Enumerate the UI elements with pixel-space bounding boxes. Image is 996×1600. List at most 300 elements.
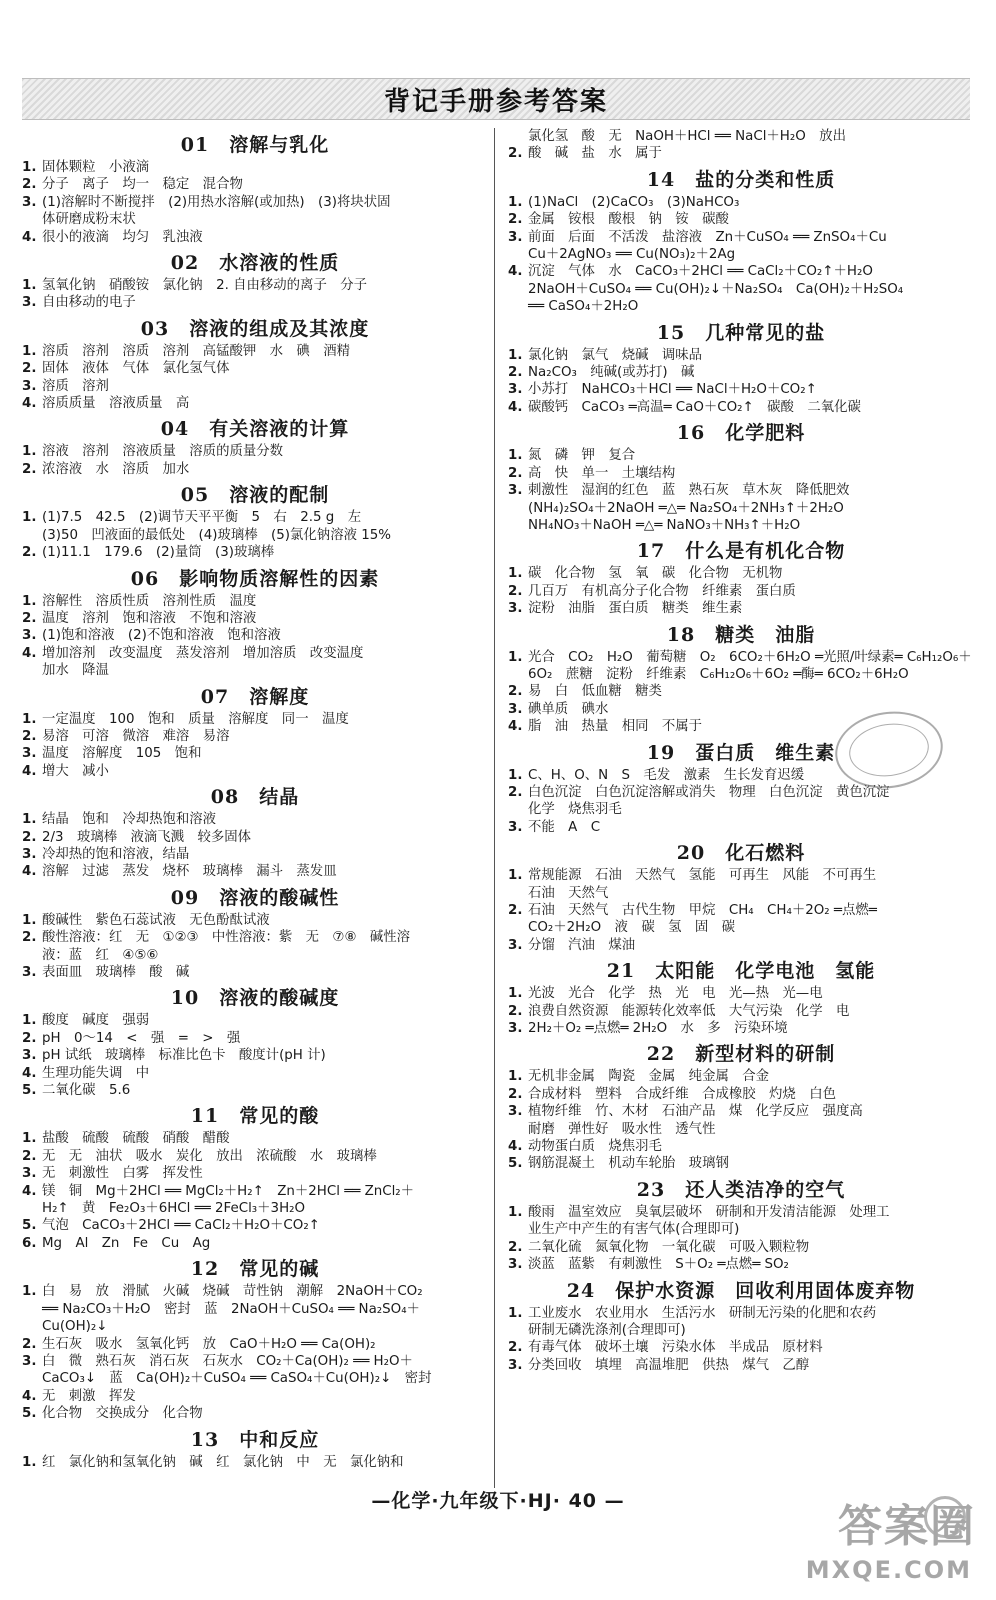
answer-number: 2. xyxy=(508,903,523,918)
answer-line xyxy=(22,964,488,981)
answer-section xyxy=(22,1429,488,1471)
answer-text: 二氧化碳 5.6 xyxy=(42,1083,131,1099)
answer-number: 1. xyxy=(22,711,37,727)
answer-text: (1)饱和溶液 (2)不饱和溶液 饱和溶液 xyxy=(42,628,281,644)
answer-text: 工业废水 农业用水 生活污水 研制无污染的化肥和农药 xyxy=(528,1305,877,1321)
answer-continuation: 体研磨成粉末状 xyxy=(42,212,136,228)
answer-text: 钢筋混凝土 机动车轮胎 玻璃钢 xyxy=(528,1156,729,1172)
answer-line xyxy=(22,912,488,929)
answer-text: 二氧化硫 氮氧化物 一氧化碳 可吸入颗粒物 xyxy=(528,1239,810,1255)
answer-text: 温度 溶剂 饱和溶液 不饱和溶液 xyxy=(42,610,257,626)
answer-text: 2/3 玻璃棒 液滴飞溅 较多固体 xyxy=(42,829,252,845)
answer-number: 4. xyxy=(22,1388,37,1404)
answer-continuation: ══ CaSO₄＋2H₂O xyxy=(528,299,639,315)
column-divider xyxy=(494,128,495,1488)
answer-line xyxy=(508,1068,974,1085)
answer-text: 无机非金属 陶瓷 金属 纯金属 合金 xyxy=(528,1069,770,1085)
answer-text: (1)7.5 42.5 (2)调节天平平衡 5 右 2.5 g 左 xyxy=(42,510,362,526)
answer-number: 1. xyxy=(508,1305,523,1321)
answer-number: 2. xyxy=(22,1148,37,1164)
answer-text: 酸雨 温室效应 臭氧层破坏 研制和开发清洁能源 处理工 xyxy=(528,1204,890,1220)
answer-line xyxy=(22,509,488,526)
answer-number: 2. xyxy=(508,212,523,228)
answer-section xyxy=(508,1043,974,1172)
answer-number: 3. xyxy=(22,378,37,394)
answer-number: 3. xyxy=(508,937,523,953)
answer-number: 1. xyxy=(22,278,37,294)
answer-line xyxy=(508,364,974,381)
answer-number: 1. xyxy=(508,986,523,1002)
section-title: 06 影响物质溶解性的因素 xyxy=(130,567,380,590)
answer-text: 固体颗粒 小液滴 xyxy=(42,160,150,175)
answer-number: 2. xyxy=(508,684,523,700)
answer-number: 1. xyxy=(508,649,523,665)
answer-text: 无 刺激性 白雾 挥发性 xyxy=(42,1166,203,1182)
answer-line xyxy=(508,1155,974,1172)
answer-number: 4. xyxy=(508,399,523,415)
answer-number: 3. xyxy=(508,819,523,835)
answer-text: 脂 油 热量 相同 不属于 xyxy=(528,719,703,735)
answer-section xyxy=(22,786,488,881)
answer-line xyxy=(508,867,974,884)
watermark-top-text: 答案圈 xyxy=(838,1501,976,1552)
answer-line xyxy=(22,1065,488,1082)
answer-line xyxy=(22,544,488,561)
answer-text: 2H₂＋O₂ ═点燃═ 2H₂O 水 多 污染环境 xyxy=(528,1021,788,1037)
answer-number: 3. xyxy=(22,295,37,311)
answer-text: 淡蓝 蓝紫 有刺激性 S＋O₂ ═点燃═ SO₂ xyxy=(528,1257,789,1273)
answer-text: 分类回收 填埋 高温堆肥 供热 煤气 乙醇 xyxy=(528,1357,810,1373)
answer-section xyxy=(508,1280,974,1375)
section-title: 11 常见的酸 xyxy=(190,1105,320,1128)
answer-number: 6. xyxy=(22,1235,37,1251)
answer-section xyxy=(22,686,488,781)
answer-line xyxy=(22,1454,488,1471)
answer-number: 3. xyxy=(508,229,523,245)
answer-text: 溶质 溶剂 xyxy=(42,378,109,394)
answer-text: 冷却热的饱和溶液，结晶 xyxy=(42,846,190,862)
answer-line xyxy=(508,1339,974,1356)
answer-continuation: 氯化氢 酸 无 NaOH＋HCl ══ NaCl＋H₂O 放出 xyxy=(528,129,846,144)
answer-number: 2. xyxy=(22,361,37,377)
answer-line xyxy=(22,378,488,395)
answer-line xyxy=(22,461,488,478)
answer-number: 3. xyxy=(22,1353,37,1369)
answer-continuation: 石油 天然气 xyxy=(528,885,609,901)
answer-text: 沉淀 气体 水 CaCO₃＋2HCl ══ CaCl₂＋CO₂↑＋H₂O xyxy=(528,264,873,280)
answer-text: 溶解性 溶质性质 溶剂性质 温度 xyxy=(42,593,257,609)
section-title: 17 什么是有机化合物 xyxy=(636,540,846,563)
answer-line xyxy=(22,846,488,863)
answer-line xyxy=(508,937,974,954)
answer-line xyxy=(508,263,974,280)
answer-text: 氯化钠 氯气 烧碱 调味品 xyxy=(528,347,703,363)
answer-number: 1. xyxy=(508,194,523,210)
answer-number: 2. xyxy=(508,1003,523,1019)
answer-number: 3. xyxy=(22,194,37,210)
answer-number: 2. xyxy=(508,365,523,381)
answer-text: 石油 天然气 古代生物 甲烷 CH₄ CH₄＋2O₂ ═点燃═ xyxy=(528,903,877,918)
answer-continuation: Cu(OH)₂↓ xyxy=(42,1319,108,1335)
answer-text: 高 快 单一 土壤结构 xyxy=(528,465,676,481)
answer-continuation: 液：蓝 红 ④⑤⑥ xyxy=(42,947,159,963)
answer-line xyxy=(508,1003,974,1020)
answer-line xyxy=(508,1020,974,1037)
answer-text: 溶质 溶剂 溶质 溶剂 高锰酸钾 水 碘 酒精 xyxy=(42,343,350,359)
answer-number: 4. xyxy=(22,864,37,880)
answer-number: 3. xyxy=(22,846,37,862)
answer-section xyxy=(22,134,488,246)
answer-line xyxy=(22,1047,488,1064)
answer-number: 2. xyxy=(508,465,523,481)
answer-number: 4. xyxy=(22,229,37,245)
answer-line xyxy=(22,728,488,745)
section-title: 22 新型材料的研制 xyxy=(646,1043,836,1066)
answer-number: 3. xyxy=(508,601,523,617)
answer-text: 表面皿 玻璃棒 酸 碱 xyxy=(42,965,190,980)
answer-text: 常规能源 石油 天然气 氢能 可再生 风能 不可再生 xyxy=(528,868,877,884)
answer-number: 1. xyxy=(508,1204,523,1220)
answer-text: 化合物 交换成分 化合物 xyxy=(42,1406,203,1422)
answer-text: pH 试纸 玻璃棒 标准比色卡 酸度计(pH 计) xyxy=(42,1048,326,1064)
answer-continuation: 耐磨 弹性好 吸水性 透气性 xyxy=(528,1121,716,1137)
answer-line xyxy=(508,683,974,700)
answer-number: 1. xyxy=(22,160,37,175)
answer-text: 酸度 碱度 强弱 xyxy=(42,1013,150,1029)
answer-line xyxy=(508,1138,974,1155)
answer-text: 碳酸钙 CaCO₃ ═高温═ CaO＋CO₂↑ 碳酸 二氧化碳 xyxy=(528,399,861,415)
answer-line xyxy=(22,1030,488,1047)
answer-line xyxy=(22,1283,488,1300)
answer-number: 1. xyxy=(22,1131,37,1147)
answer-section xyxy=(22,987,488,1099)
answer-continuation: 研制无磷洗涤剂(合理即可) xyxy=(528,1322,686,1338)
answer-line xyxy=(22,159,488,176)
section-title: 03 溶液的组成及其浓度 xyxy=(140,317,370,340)
answer-line xyxy=(22,1130,488,1147)
answer-line xyxy=(508,145,974,162)
answer-continuation: H₂↑ 黄 Fe₂O₃＋6HCl ══ 2FeCl₃＋3H₂O xyxy=(42,1201,306,1217)
answer-line xyxy=(508,211,974,228)
answer-number: 2. xyxy=(22,930,37,946)
answer-number: 2. xyxy=(22,728,37,744)
answer-line xyxy=(22,1148,488,1165)
answer-line xyxy=(508,229,974,246)
answer-number: 1. xyxy=(508,347,523,363)
answer-text: 很小的液滴 均匀 乳浊液 xyxy=(42,229,203,245)
answer-text: pH 0～14 < 强 = > 强 xyxy=(42,1030,241,1046)
answer-line xyxy=(22,1336,488,1353)
answer-line xyxy=(508,1305,974,1322)
answer-number: 2. xyxy=(508,1086,523,1102)
answer-line xyxy=(22,645,488,662)
answer-number: 4. xyxy=(22,645,37,661)
section-title: 16 化学肥料 xyxy=(676,422,806,445)
answer-line xyxy=(22,811,488,828)
answer-continuation: 2NaOH＋CuSO₄ ══ Cu(OH)₂↓＋Na₂SO₄ Ca(OH)₂＋H₂SO₄ xyxy=(528,281,904,297)
answer-line xyxy=(22,627,488,644)
answer-text: 几百万 有机高分子化合物 纤维素 蛋白质 xyxy=(528,583,796,599)
answer-section xyxy=(508,1179,974,1274)
answer-line xyxy=(22,1165,488,1182)
answer-number: 5. xyxy=(22,1218,37,1234)
answer-text: 植物纤维 竹、木材 石油产品 煤 化学反应 强度高 xyxy=(528,1104,863,1120)
answer-number: 3. xyxy=(508,701,523,717)
answer-text: 结晶 饱和 冷却热饱和溶液 xyxy=(42,812,217,828)
answer-line xyxy=(22,194,488,211)
answer-number: 4. xyxy=(22,396,37,412)
answer-number: 2. xyxy=(22,829,37,845)
answer-line xyxy=(508,399,974,416)
answer-line xyxy=(508,1103,974,1120)
answer-line xyxy=(22,360,488,377)
answer-number: 2. xyxy=(508,1340,523,1356)
header-banner xyxy=(22,78,970,120)
answer-line xyxy=(22,711,488,728)
section-title: 01 溶解与乳化 xyxy=(180,134,330,156)
answer-continuation: ══ Na₂CO₃＋H₂O 密封 蓝 2NaOH＋CuSO₄ ══ Na₂SO₄＋ xyxy=(42,1301,420,1317)
answer-line xyxy=(22,176,488,193)
answer-line xyxy=(22,1388,488,1405)
page-footer: —化学·九年级下·HJ· 40 — xyxy=(371,1490,625,1512)
answer-line xyxy=(22,395,488,412)
answer-text: 气泡 CaCO₃＋2HCl ══ CaCl₂＋H₂O＋CO₂↑ xyxy=(42,1218,320,1234)
answer-number: 1. xyxy=(22,510,37,526)
answer-line xyxy=(22,443,488,460)
answer-text: 无 刺激 挥发 xyxy=(42,1388,136,1404)
answer-text: 无 无 油状 吸水 炭化 放出 浓硫酸 水 玻璃棒 xyxy=(42,1148,377,1164)
continued-answers xyxy=(508,128,974,163)
answer-number: 5. xyxy=(508,1156,523,1172)
answer-number: 2. xyxy=(22,1336,37,1352)
answer-text: (1)11.1 179.6 (2)量筒 (3)玻璃棒 xyxy=(42,545,275,561)
answer-section xyxy=(508,169,974,316)
answer-text: 分馏 汽油 煤油 xyxy=(528,937,636,953)
answer-text: 酸 碱 盐 水 属于 xyxy=(528,146,662,162)
answer-text: 溶解 过滤 蒸发 烧杯 玻璃棒 漏斗 蒸发皿 xyxy=(42,864,337,880)
answer-text: 镁 铜 Mg＋2HCl ══ MgCl₂＋H₂↑ Zn＋2HCl ══ ZnCl₂＋ xyxy=(42,1183,415,1199)
answer-section xyxy=(22,252,488,312)
answer-text: 增加溶剂 改变温度 蒸发溶剂 增加溶质 改变温度 xyxy=(42,645,364,661)
answer-text: 氢氧化钠 硝酸铵 氯化钠 2. 自由移动的离子 分子 xyxy=(42,278,368,294)
answer-number: 1. xyxy=(508,448,523,464)
section-title: 07 溶解度 xyxy=(200,685,310,708)
section-title: 14 盐的分类和性质 xyxy=(646,168,836,191)
answer-line xyxy=(22,1217,488,1234)
answer-text: 白 微 熟石灰 消石灰 石灰水 CO₂＋Ca(OH)₂ ══ H₂O＋ xyxy=(42,1353,413,1369)
answer-continuation: 业生产中产生的有害气体(合理即可) xyxy=(528,1222,740,1238)
answer-number: 1. xyxy=(22,1013,37,1029)
answer-number: 1. xyxy=(22,343,37,359)
page-title: 背记手册参考答案 xyxy=(383,86,608,117)
answer-section xyxy=(22,568,488,680)
answer-number: 3. xyxy=(508,1357,523,1373)
answer-line xyxy=(22,1183,488,1200)
answer-text: 金属 铵根 酸根 钠 铵 碳酸 xyxy=(528,212,729,228)
answer-number: 2. xyxy=(508,146,523,162)
answer-line xyxy=(508,447,974,464)
answer-line xyxy=(22,610,488,627)
answer-number: 3. xyxy=(22,965,37,980)
answer-number: 3. xyxy=(22,746,37,762)
answer-number: 3. xyxy=(508,1021,523,1037)
answer-text: 淀粉 油脂 蛋白质 糖类 维生素 xyxy=(528,601,743,617)
answer-text: 分子 离子 均一 稳定 混合物 xyxy=(42,177,243,193)
answer-number: 1. xyxy=(22,444,37,460)
answer-line xyxy=(508,784,974,801)
answer-line xyxy=(508,649,974,666)
answer-text: 光合 CO₂ H₂O 葡萄糖 O₂ 6CO₂＋6H₂O ═光照/叶绿素═ C₆H₁₂O₆＋ xyxy=(528,649,972,665)
answer-number: 4. xyxy=(22,1065,37,1081)
answer-line xyxy=(22,1353,488,1370)
answer-text: 氮 磷 钾 复合 xyxy=(528,448,636,464)
answer-number: 3. xyxy=(508,483,523,499)
answer-number: 2. xyxy=(508,583,523,599)
answer-number: 1. xyxy=(22,1454,37,1470)
answer-section xyxy=(22,1258,488,1422)
answer-section xyxy=(508,422,974,534)
answer-number: 1. xyxy=(22,912,37,928)
answer-text: 溶液 溶剂 溶液质量 溶质的质量分数 xyxy=(42,444,284,460)
answer-line xyxy=(508,194,974,211)
section-title: 21 太阳能 化学电池 氢能 xyxy=(606,960,876,983)
answer-line xyxy=(22,1012,488,1029)
answer-line xyxy=(22,343,488,360)
answer-number: 4. xyxy=(22,763,37,779)
answer-section xyxy=(22,1105,488,1252)
answer-line xyxy=(508,565,974,582)
answer-continuation: CaCO₃↓ 蓝 Ca(OH)₂＋CuSO₄ ══ CaSO₄＋Cu(OH)₂↓ 密封 xyxy=(42,1371,432,1387)
answer-number: 1. xyxy=(508,767,523,783)
answer-number: 4. xyxy=(508,264,523,280)
answer-text: 碘单质 碘水 xyxy=(528,701,609,717)
answer-text: 固体 液体 气体 氯化氢气体 xyxy=(42,361,230,377)
answer-text: 酸性溶液：红 无 ①②③ 中性溶液：紫 无 ⑦⑧ 碱性溶 xyxy=(42,930,411,946)
answer-number: 3. xyxy=(508,382,523,398)
answer-text: 浪费自然资源 能源转化效率低 大气污染 化学 电 xyxy=(528,1003,850,1019)
answer-line xyxy=(508,347,974,364)
answer-line xyxy=(22,229,488,246)
answer-number: 2. xyxy=(22,177,37,193)
answer-text: 生理功能失调 中 xyxy=(42,1065,150,1081)
answer-line xyxy=(508,1357,974,1374)
answer-number: 3. xyxy=(22,628,37,644)
answer-text: 易溶 可溶 微溶 难溶 易溶 xyxy=(42,728,230,744)
answer-line xyxy=(508,1204,974,1221)
answer-continuation: Cu＋2AgNO₃ ══ Cu(NO₃)₂＋2Ag xyxy=(528,247,736,263)
answer-text: 一定温度 100 饱和 质量 溶解度 同一 温度 xyxy=(42,711,349,727)
answer-number: 1. xyxy=(508,566,523,582)
answer-number: 3. xyxy=(22,1166,37,1182)
answer-number: 2. xyxy=(22,461,37,477)
answer-line xyxy=(508,583,974,600)
answer-continuation: NH₄NO₃＋NaOH ═△═ NaNO₃＋NH₃↑＋H₂O xyxy=(528,517,801,533)
answer-line xyxy=(22,829,488,846)
answer-text: 不能 A C xyxy=(528,819,601,835)
answer-continuation: 加水 降温 xyxy=(42,663,109,679)
section-title: 02 水溶液的性质 xyxy=(170,252,340,275)
answer-number: 2. xyxy=(508,784,523,800)
answer-section xyxy=(22,887,488,982)
answer-line xyxy=(508,819,974,836)
left-column xyxy=(22,128,488,1471)
watermark-bottom-text: MXQE.COM xyxy=(805,1556,972,1584)
section-title: 20 化石燃料 xyxy=(676,842,806,865)
answer-line xyxy=(508,482,974,499)
section-title: 10 溶液的酸碱度 xyxy=(170,987,340,1010)
answer-text: 温度 溶解度 105 饱和 xyxy=(42,746,202,762)
answer-line xyxy=(22,1235,488,1252)
answer-line xyxy=(22,593,488,610)
answer-line xyxy=(22,863,488,880)
answer-line xyxy=(22,1405,488,1422)
answer-text: 溶质质量 溶液质量 高 xyxy=(42,396,190,412)
answer-number: 2. xyxy=(22,545,37,561)
answer-text: (1)NaCl (2)CaCO₃ (3)NaHCO₃ xyxy=(528,194,740,210)
answer-number: 3. xyxy=(508,1104,523,1120)
answer-line xyxy=(508,1086,974,1103)
answer-number: 3. xyxy=(508,1257,523,1273)
answer-text: 增大 减小 xyxy=(42,763,109,779)
section-title: 13 中和反应 xyxy=(190,1428,320,1451)
answer-line xyxy=(508,1256,974,1273)
watermark-logo xyxy=(805,1490,976,1586)
answer-line xyxy=(508,600,974,617)
answer-section xyxy=(508,960,974,1037)
answer-text: 白色沉淀 白色沉淀溶解或消失 物理 白色沉淀 黄色沉淀 xyxy=(528,784,890,800)
answer-section xyxy=(508,842,974,954)
answer-number: 2. xyxy=(508,1239,523,1255)
answer-number: 3. xyxy=(22,1048,37,1064)
answer-text: C、H、O、N S 毛发 激素 生长发育迟缓 xyxy=(528,767,805,783)
answer-text: (1)溶解时不断搅拌 (2)用热水溶解(或加热) (3)将块状固 xyxy=(42,194,391,210)
answer-number: 5. xyxy=(22,1406,37,1422)
section-title: 19 蛋白质 维生素 xyxy=(646,741,836,764)
answer-line xyxy=(22,745,488,762)
answer-line xyxy=(22,1082,488,1099)
answer-number: 4. xyxy=(508,1139,523,1155)
section-title: 23 还人类洁净的空气 xyxy=(636,1178,846,1201)
answer-continuation: (3)50 凹液面的最低处 (4)玻璃棒 (5)氯化钠溶液 15% xyxy=(42,527,391,543)
answer-text: Mg Al Zn Fe Cu Ag xyxy=(42,1235,211,1251)
answer-line xyxy=(508,985,974,1002)
answer-continuation: 6O₂ 蔗糖 淀粉 纤维素 C₆H₁₂O₆＋6O₂ ═酶═ 6CO₂＋6H₂O xyxy=(528,666,909,682)
answer-line xyxy=(22,294,488,311)
answer-text: 合成材料 塑料 合成纤维 合成橡胶 灼烧 白色 xyxy=(528,1086,836,1102)
section-title: 04 有关溶液的计算 xyxy=(160,418,350,441)
answer-continuation: (NH₄)₂SO₄＋2NaOH ═△═ Na₂SO₄＋2NH₃↑＋2H₂O xyxy=(528,500,844,516)
answer-text: 有毒气体 破坏土壤 污染水体 半成品 原材料 xyxy=(528,1340,823,1356)
answer-text: 易 白 低血糖 糖类 xyxy=(528,684,662,700)
answer-text: 酸碱性 紫色石蕊试液 无色酚酞试液 xyxy=(42,912,270,928)
section-title: 08 结晶 xyxy=(210,786,300,809)
answer-number: 2. xyxy=(22,1030,37,1046)
section-title: 09 溶液的酸碱性 xyxy=(170,886,340,909)
answer-number: 1. xyxy=(508,868,523,884)
answer-text: 碳 化合物 氢 氧 碳 化合物 无机物 xyxy=(528,566,783,582)
answer-line xyxy=(508,381,974,398)
answer-continuation: CO₂＋2H₂O 液 碳 氢 固 碳 xyxy=(528,920,736,936)
answer-text: 刺激性 湿润的红色 蓝 熟石灰 草木灰 降低肥效 xyxy=(528,483,850,499)
answer-number: 2. xyxy=(22,610,37,626)
answer-text: 前面 后面 不活泼 盐溶液 Zn＋CuSO₄ ══ ZnSO₄＋Cu xyxy=(528,229,887,245)
answer-section xyxy=(508,540,974,617)
answer-text: 光波 光合 化学 热 光 电 光—热 光—电 xyxy=(528,986,823,1002)
answer-text: 生石灰 吸水 氢氧化钙 放 CaO＋H₂O ══ Ca(OH)₂ xyxy=(42,1336,376,1352)
answer-number: 4. xyxy=(22,1183,37,1199)
answer-number: 1. xyxy=(22,593,37,609)
section-title: 05 溶液的配制 xyxy=(180,484,330,507)
